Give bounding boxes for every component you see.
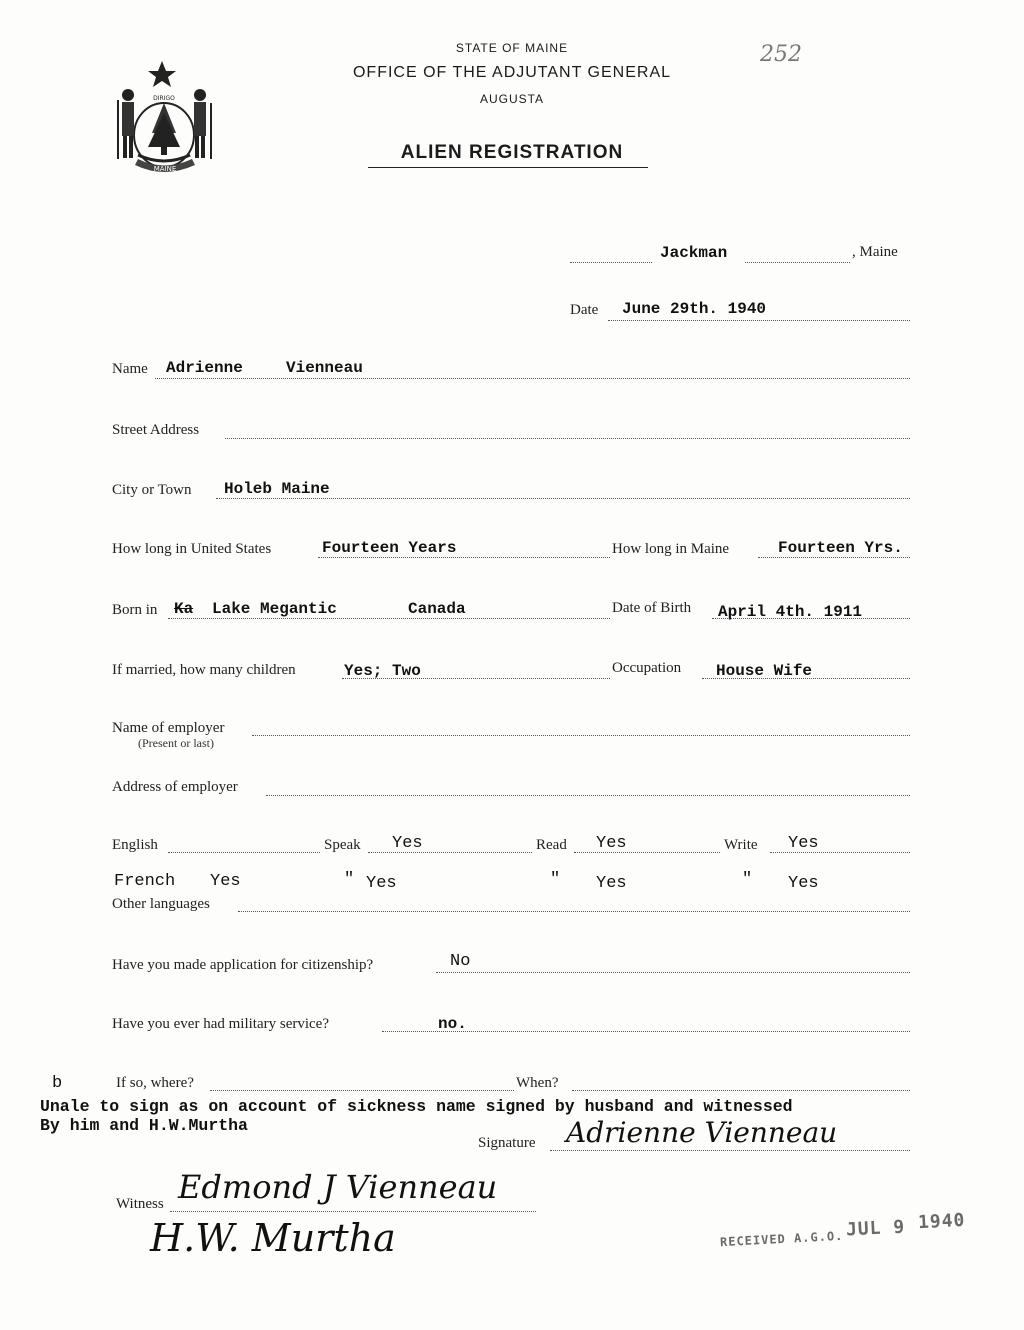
french-speak-value: Yes [210, 872, 241, 891]
employer-name-label: Name of employer [112, 720, 225, 736]
street-label: Street Address [112, 422, 200, 438]
english-speak-label: Speak [324, 837, 361, 853]
born-place: Lake Megantic [212, 600, 337, 618]
seal-motto-text: DIRIGO [153, 95, 175, 102]
note-line-2: By him and H.W.Murtha [40, 1116, 248, 1135]
english-read-value: Yes [596, 834, 627, 853]
date-label: Date [570, 302, 599, 318]
born-struck: Ka [174, 600, 194, 618]
place-value: Jackman [660, 244, 728, 262]
name-last: Vienneau [286, 359, 363, 377]
french-extra-value: Yes [788, 874, 819, 893]
us-duration-value: Fourteen Years [322, 539, 457, 557]
occupation-label: Occupation [612, 660, 682, 676]
children-label: If married, how many children [112, 662, 296, 678]
maine-duration-value: Fourteen Yrs. [778, 539, 903, 557]
form-title: ALIEN REGISTRATION [400, 142, 624, 163]
us-duration-label: How long in United States [112, 541, 272, 557]
received-stamp-label: RECEIVED A.G.O. [719, 1228, 844, 1250]
date-value: June 29th. 1940 [622, 300, 767, 318]
employer-name-sublabel: (Present or last) [138, 736, 214, 750]
city-value: Holeb Maine [224, 480, 330, 498]
witness-1-signature: Edmond J Vienneau [178, 1168, 498, 1206]
english-write-label: Write [724, 837, 758, 853]
dob-label: Date of Birth [612, 600, 692, 616]
french-ditto-3: " [742, 870, 753, 889]
name-label: Name [112, 361, 148, 377]
witness-2-signature: H.W. Murtha [150, 1216, 396, 1260]
english-speak-value: Yes [392, 834, 423, 853]
military-value: no. [438, 1015, 467, 1033]
english-label: English [112, 837, 158, 853]
seal-banner-text: MAINE [153, 165, 177, 173]
citizenship-label: Have you made application for citizenship? [112, 957, 374, 973]
witness-label: Witness [116, 1196, 164, 1212]
note-line-1: Unale to sign as on account of sickness name signed by husband and witnessed [40, 1097, 793, 1116]
place-suffix: , Maine [852, 244, 898, 260]
header-office: OFFICE OF THE ADJUTANT GENERAL [352, 64, 672, 81]
when-label: When? [516, 1075, 559, 1091]
header-state: STATE OF MAINE [455, 41, 569, 55]
citizenship-value: No [450, 952, 471, 971]
dob-value: April 4th. 1911 [718, 603, 863, 621]
page-number: 252 [760, 42, 802, 67]
name-first: Adrienne [166, 359, 243, 377]
military-label: Have you ever had military service? [112, 1016, 329, 1032]
city-label: City or Town [112, 482, 192, 498]
english-read-label: Read [536, 837, 567, 853]
maine-duration-label: How long in Maine [612, 541, 730, 557]
header-city: AUGUSTA [479, 92, 545, 106]
other-languages-label: Other languages [112, 896, 210, 912]
french-write-value: Yes [596, 874, 627, 893]
where-marker: b [52, 1074, 63, 1093]
children-value: Yes; Two [344, 662, 421, 680]
born-label: Born in [112, 602, 158, 618]
occupation-value: House Wife [716, 662, 813, 680]
signature-label: Signature [478, 1135, 536, 1151]
french-ditto-1: " [344, 870, 355, 889]
employer-address-label: Address of employer [112, 779, 238, 795]
french-ditto-2: " [550, 870, 561, 889]
where-label: If so, where? [116, 1075, 194, 1091]
french-label: French [114, 872, 176, 891]
signature-value: Adrienne Vienneau [566, 1116, 838, 1149]
french-read-value: Yes [366, 874, 397, 893]
form-title-underline [368, 167, 648, 168]
received-stamp-year: 1940 [917, 1209, 966, 1234]
received-stamp-date: JUL 9 [845, 1216, 906, 1241]
english-write-value: Yes [788, 834, 819, 853]
born-country: Canada [408, 600, 466, 618]
